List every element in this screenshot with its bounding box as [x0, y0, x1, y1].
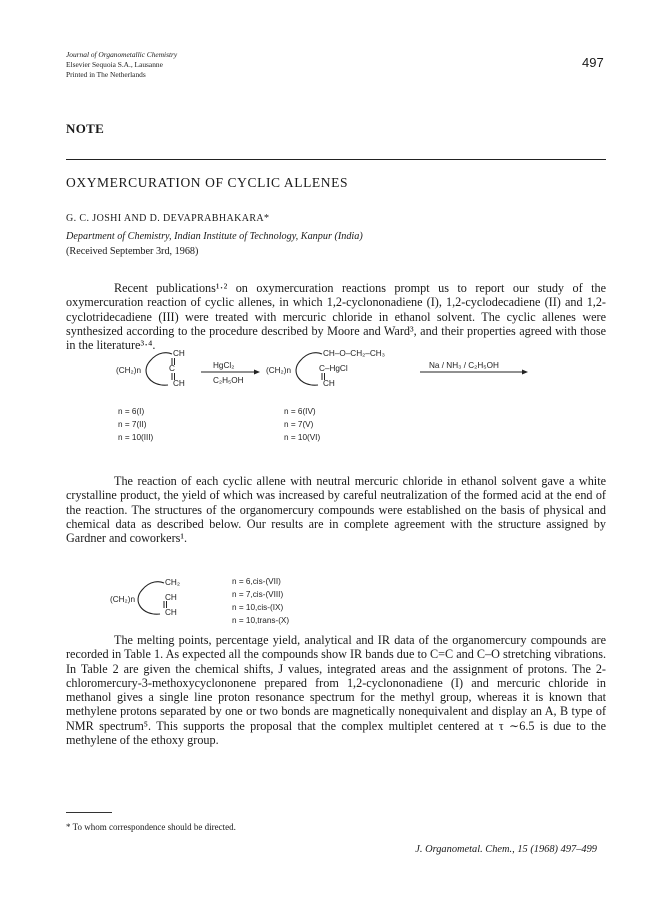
scheme2-c2: CH [165, 593, 177, 602]
product-n-2: n = 7(V) [284, 420, 314, 429]
scheme2-n-1: n = 6,cis-(VII) [232, 577, 281, 586]
author-affiliation: Department of Chemistry, Indian Institute of Technology, Kanpur (India) [66, 231, 363, 242]
reactant-n-2: n = 7(II) [118, 420, 147, 429]
arrow1-reagent-bottom: C₂H₅OH [213, 376, 244, 385]
reactant-c3: CH [173, 379, 185, 388]
reactant-n-1: n = 6(I) [118, 407, 145, 416]
scheme2-n-4: n = 10,trans-(X) [232, 616, 290, 625]
product-n-1: n = 6(IV) [284, 407, 316, 416]
article-authors: G. C. JOSHI AND D. DEVAPRABHAKARA* [66, 213, 270, 224]
scheme2-c3: CH [165, 608, 177, 617]
received-date: (Received September 3rd, 1968) [66, 246, 199, 257]
scheme2-n-2: n = 7,cis-(VIII) [232, 590, 284, 599]
section-label: NOTE [66, 121, 105, 136]
scheme2-n-3: n = 10,cis-(IX) [232, 603, 284, 612]
footnote-rule [66, 812, 112, 813]
paragraph-reaction: The reaction of each cyclic allene with neutral mercuric chloride in ethanol solvent gave a white crystalline product, the yield of which was increased by careful neutralization of the formed acid at the end of the reaction. The structures of the organomercury compounds were established on the basis of physical and chemical data as described below. Our results are in complete agreement with the structure assigned by Gardner and coworkers¹. [66, 474, 606, 546]
scheme2-c1: CH₂ [165, 578, 181, 587]
reactant-c1: CH [173, 349, 185, 358]
journal-name: Journal of Organometallic Chemistry [66, 50, 178, 59]
reaction-arrow-1-head [254, 370, 260, 375]
reactant-n-3: n = 10(III) [118, 433, 154, 442]
product-n-3: n = 10(VI) [284, 433, 321, 442]
scheme2-ring-arc [138, 582, 164, 614]
footnote: * To whom correspondence should be directed. [66, 822, 236, 832]
arrow2-reagent: Na / NH₃ / C₂H₅OH [429, 361, 499, 370]
paragraph-results: The melting points, percentage yield, analytical and IR data of the organomercury compounds are recorded in Table 1. As expected all the compounds show IR bands due to C=C and C–O stretching vibrations. In Table 2 are given the chemical shifts, J values, integrated areas and the assignment of protons. The 2-chloromercury-3-methoxycyclononene prepared from 1,2-cyclononadiene (I) and mercuric chloride in methanol gives a single line proton resonance spectrum for the methyl group, whereas it is known that methylene protons separated by one or two bonds are magnetically nonequivalent and display an A, B type of NMR spectrum⁵. This supports the proposal that the complex multiplet centered at τ ∼6.5 is due to the methylene of the ethoxy group. [66, 633, 606, 748]
product-c2: C–HgCl [319, 364, 348, 373]
reactant-c2: C [169, 364, 175, 373]
product-ring-label: (CH₂)n [266, 366, 292, 375]
scheme2-ring-label: (CH₂)n [110, 595, 136, 604]
reaction-arrow-2-head [522, 370, 528, 375]
page-number: 497 [582, 55, 604, 70]
publisher-line: Elsevier Sequoia S.A., Lausanne [66, 60, 163, 69]
article-title: OXYMERCURATION OF CYCLIC ALLENES [66, 175, 349, 190]
product-c3: CH [323, 379, 335, 388]
product-c1: CH–O–CH₂–CH₃ [323, 349, 386, 358]
arrow1-reagent-top: HgCl₂ [213, 361, 235, 370]
paragraph-intro: Recent publications¹·² on oxymercuration reactions prompt us to report our study of the oxymercuration reaction of cyclic allenes, in which 1,2-cyclononadiene (I), 1,2-cyclodecadiene (II) and 1,2-cyclotridecadiene (III) were treated with mercuric chloride in ethanol solvent. The cyclic allenes were synthesized according to the procedure described by Moore and Ward³, and their properties agreed with those in the literature³·⁴. [66, 281, 606, 353]
reactant-ring-label: (CH₂)n [116, 366, 142, 375]
printed-line: Printed in The Netherlands [66, 70, 146, 79]
journal-citation: J. Organometal. Chem., 15 (1968) 497–499 [415, 844, 597, 855]
